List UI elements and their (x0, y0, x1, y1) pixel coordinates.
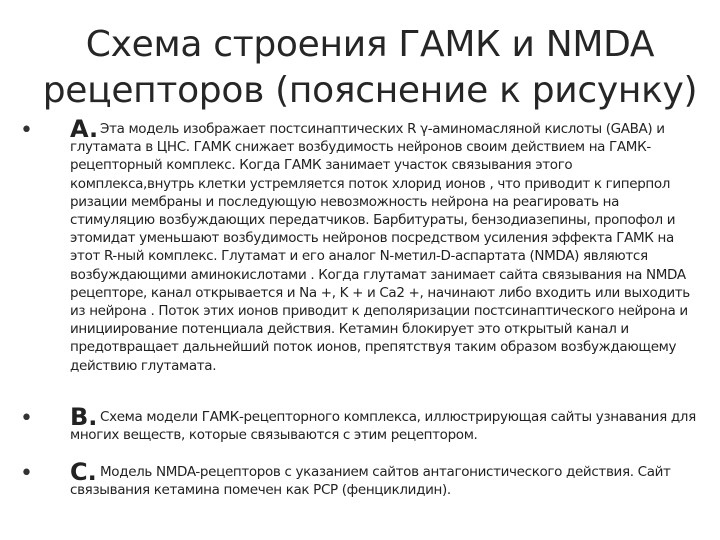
item-text: Эта модель изображает постсинаптических R γ-аминомасляной кислоты (GABA) и глутамата в ЦНС. ГАМК снижает возбудимость нейронов своим действием на ГАМК-рецепторный комплекс. Когда ГАМК занимает участок связывания этого комплекса,внутрь клетки устремляется поток хлорид ионов , что приводит к гиперпол ризации мембраны и последующую невозможность нейрона на реагировать на стимуляцию возбуждающих передатчиков. Барбитураты, бензодиазепины, пропофол и этомидат уменьшают возбудимость нейронов посредством усиления эффекта ГАМК на этот R-ный комплекс. Глутамат и его аналог N-метил-D-аспартата (NMDA) являются возбуждающими аминокислотами . Когда глутамат занимает сайта связывания на NMDA рецепторе, канал открывается и Na +, K + и Ca2 +, начинают либо входить или выходить из нейрона . Поток этих ионов приводит к деполяризации постсинаптического нейрона и инициирование потенциала действия. Кетамин блокирует это открытый канал и предотвращает дальнейший поток ионов, препятствуя таким образом возбуждающему действию глутамата. (70, 121, 690, 374)
item-letter: A. (70, 115, 99, 143)
slide-title-line-2: рецепторов (пояснение к рисунку) (42, 70, 698, 111)
item-text: Схема модели ГАМК-рецепторного комплекса, иллюстрирующая сайты узнавания для многих веществ, которые связываются с этим рецептором. (70, 409, 696, 444)
bullet-icon: • (20, 461, 33, 486)
slide-title-line-1: Схема строения ГАМК и NMDA (85, 24, 655, 65)
list-item-b (20, 403, 700, 444)
bullet-icon: • (20, 118, 33, 143)
list-item-c (20, 458, 700, 499)
list-item-a (20, 115, 700, 375)
item-text: Модель NMDA-рецепторов с указанием сайтов антагонистического действия. Сайт связывания кетамина помечен как PCP (фенциклидин). (70, 464, 671, 499)
item-letter: C. (70, 458, 97, 486)
bullet-icon: • (20, 406, 33, 431)
slide-title (40, 22, 700, 114)
item-letter: B. (70, 403, 98, 431)
